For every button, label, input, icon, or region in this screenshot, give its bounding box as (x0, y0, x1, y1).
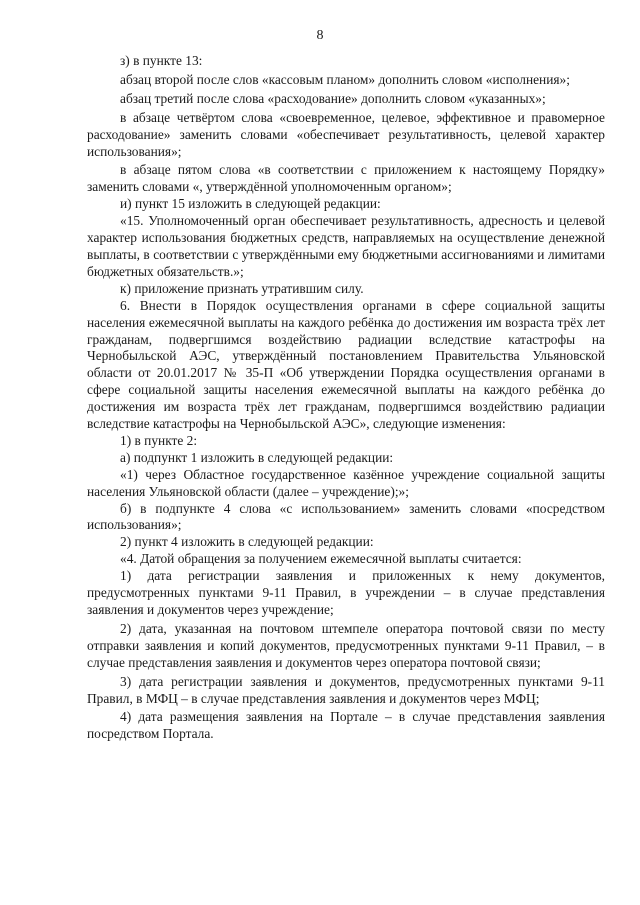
paragraph-a-subitem1: а) подпункт 1 изложить в следующей редакции: (120, 449, 394, 465)
paragraph-i-item15: и) пункт 15 изложить в следующей редакции: (120, 196, 381, 212)
paragraph-item4-text: «4. Датой обращения за получением ежемесячной выплаты считается: (120, 551, 522, 567)
paragraph-subitem1-text: «1) через Областное государственное казённое учреждение социальной защиты населения Ульяновской области (далее – учреждение);»; (87, 466, 605, 499)
paragraph-abzac-fifth: в абзаце пятом слова «в соответствии с приложением к настоящему Порядку» заменить словами «, утверждённой уполномоченным органом»; (87, 162, 605, 195)
paragraph-b-subitem4: б) в подпункте 4 слова «с использованием» заменить словами «посредством использования»; (87, 500, 605, 533)
paragraph-1-item2: 1) в пункте 2: (120, 432, 198, 448)
paragraph-abzac-fourth: в абзаце четвёртом слова «своевременное, целевое, эффективное и правомерное расходование» заменить словами «обеспечивает результативность, целевой характер использования»; (87, 109, 605, 159)
page-number: 8 (316, 28, 324, 43)
paragraph-date-4: 4) дата размещения заявления на Портале – в случае представления заявления посредством Портала. (87, 709, 605, 742)
document-body (87, 53, 605, 743)
paragraph-abzac-second: абзац второй после слов «кассовым планом» дополнить словом «исполнения»; (120, 71, 570, 87)
paragraph-item15-text: «15. Уполномоченный орган обеспечивает результативность, адресность и целевой характер использования бюджетных средств, направляемых на осуществление денежной выплаты, в соответствии с утверждёнными ему бюджетными ассигнованиями и лимитами бюджетных обязательств.»; (87, 213, 605, 279)
paragraph-2-item4: 2) пункт 4 изложить в следующей редакции: (120, 534, 374, 550)
paragraph-date-3: 3) дата регистрации заявления и документов, предусмотренных пунктами 9-11 Правил, в МФЦ – в случае представления заявления и документов через МФЦ; (87, 673, 605, 706)
paragraph-abzac-third: абзац третий после слова «расходование» дополнить словом «указанных»; (120, 90, 546, 106)
paragraph-section-6: 6. Внести в Порядок осуществления органами в сфере социальной защиты населения ежемесячной выплаты на каждого ребёнка до достижения им возраста трёх лет гражданам, подвергшимся воздействию радиации вследствие катастрофы на Чернобыльской АЭС, утверждённый постановлением Правительства Ульяновской области от 20.01.2017 № 35-П «Об утверждении Порядка осуществления органами в сфере социальной защиты населения ежемесячной выплаты на каждого ребёнка до достижения им возраста трёх лет гражданам, подвергшимся воздействию радиации вследствие катастрофы на Чернобыльской АЭС», следующие изменения: (87, 297, 605, 432)
paragraph-date-2: 2) дата, указанная на почтовом штемпеле оператора почтовой связи по месту отправки заявления и копий документов, предусмотренных пунктами 9-11 Правил, – в случае представления заявления и документов через оператора почтовой связи; (87, 620, 605, 670)
paragraph-date-1: 1) дата регистрации заявления и приложенных к нему документов, предусмотренных пунктами 9-11 Правил, в учреждении – в случае представления заявления и документов через учреждение; (87, 568, 605, 617)
paragraph-k-appendix: к) приложение признать утратившим силу. (120, 280, 364, 296)
paragraph-z-item13: з) в пункте 13: (120, 53, 203, 68)
